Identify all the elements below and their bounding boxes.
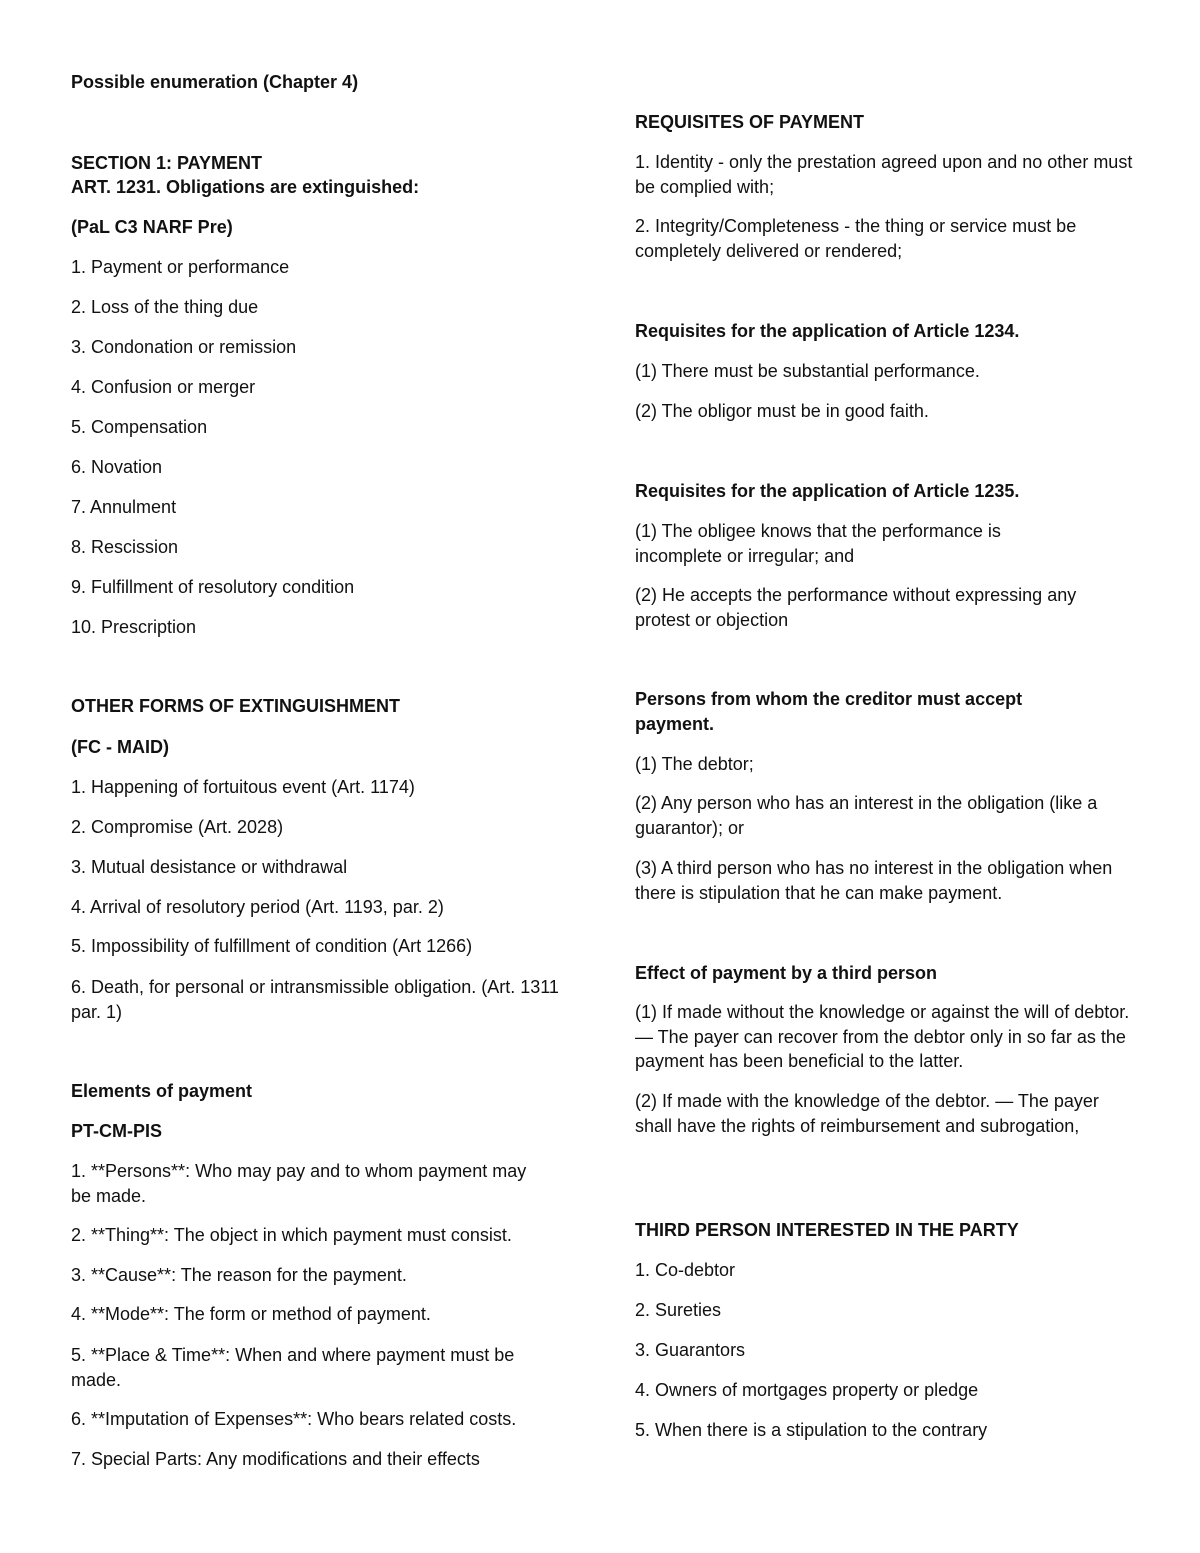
list-item: 5. **Place & Time**: When and where payment must be made. — [71, 1345, 515, 1390]
list-item: 1. **Persons**: Who may pay and to whom payment may be made. — [71, 1161, 527, 1206]
elements-mnemonic: PT-CM-PIS — [71, 1121, 163, 1141]
other-forms-heading: OTHER FORMS OF EXTINGUISHMENT — [71, 696, 401, 716]
list-item: 3. Condonation or remission — [71, 337, 297, 357]
list-item: 2. Sureties — [635, 1300, 722, 1320]
list-item: 4. Arrival of resolutory period (Art. 1193, par. 2) — [71, 897, 444, 917]
document-title: Possible enumeration (Chapter 4) — [71, 72, 359, 92]
list-item: (2) Any person who has an interest in the obligation (like a guarantor); or — [635, 793, 1098, 838]
list-item: 6. Death, for personal or intransmissible obligation. (Art. 1311 par. 1) — [71, 977, 559, 1022]
list-item: (2) He accepts the performance without expressing any protest or objection — [635, 585, 1077, 630]
list-item: 9. Fulfillment of resolutory condition — [71, 577, 355, 597]
list-item: 2. Integrity/Completeness - the thing or service must be completely delivered or rendered; — [635, 216, 1077, 261]
elements-heading: Elements of payment — [71, 1081, 253, 1101]
persons-heading: Persons from whom the creditor must accept payment. — [635, 689, 1023, 734]
list-item: 6. Novation — [71, 457, 163, 477]
list-item: 3. **Cause**: The reason for the payment. — [71, 1265, 407, 1285]
list-item: 4. **Mode**: The form or method of payment. — [71, 1304, 431, 1324]
list-item: (1) There must be substantial performance. — [635, 361, 980, 381]
third-person-heading: THIRD PERSON INTERESTED IN THE PARTY — [635, 1220, 1019, 1240]
list-item: 2. Loss of the thing due — [71, 297, 259, 317]
list-item: (3) A third person who has no interest in the obligation when there is stipulation that he can make payment. — [635, 858, 1113, 903]
list-item: (1) If made without the knowledge or against the will of debtor. — The payer can recover from the debtor only in so far as the payment has been beneficial to the latter. — [635, 1002, 1130, 1071]
section1-heading: SECTION 1: PAYMENT — [71, 153, 263, 173]
list-item: 5. When there is a stipulation to the contrary — [635, 1420, 988, 1440]
list-item: 1. Identity - only the prestation agreed upon and no other must be complied with; — [635, 152, 1133, 197]
list-item: 8. Rescission — [71, 537, 179, 557]
list-item: 3. Guarantors — [635, 1340, 746, 1360]
list-item: 2. Compromise (Art. 2028) — [71, 817, 284, 837]
list-item: 6. **Imputation of Expenses**: Who bears related costs. — [71, 1409, 517, 1429]
list-item: 1. Co-debtor — [635, 1260, 736, 1280]
list-item: 5. Compensation — [71, 417, 208, 437]
list-item: 1. Payment or performance — [71, 257, 290, 277]
other-forms-mnemonic: (FC - MAID) — [71, 737, 169, 757]
effect-heading: Effect of payment by a third person — [635, 963, 938, 983]
list-item: 5. Impossibility of fulfillment of condition (Art 1266) — [71, 936, 473, 956]
list-item: (1) The obligee knows that the performance is incomplete or irregular; and — [635, 521, 1001, 566]
list-item: 4. Confusion or merger — [71, 377, 256, 397]
requisites-heading: REQUISITES OF PAYMENT — [635, 112, 865, 132]
list-item: (2) The obligor must be in good faith. — [635, 401, 929, 421]
list-item: 3. Mutual desistance or withdrawal — [71, 857, 348, 877]
art-1235-heading: Requisites for the application of Article 1235. — [635, 481, 1020, 501]
list-item: 2. **Thing**: The object in which payment must consist. — [71, 1225, 512, 1245]
article-1231-heading: ART. 1231. Obligations are extinguished: — [71, 177, 420, 197]
list-item: 7. Special Parts: Any modifications and their effects — [71, 1449, 480, 1469]
list-item: 4. Owners of mortgages property or pledge — [635, 1380, 979, 1400]
list-item: 1. Happening of fortuitous event (Art. 1174) — [71, 777, 415, 797]
list-item: (2) If made with the knowledge of the debtor. — The payer shall have the rights of reimbursement and subrogation, — [635, 1091, 1099, 1136]
list-item: (1) The debtor; — [635, 754, 754, 774]
art-1234-heading: Requisites for the application of Article 1234. — [635, 321, 1020, 341]
section1-mnemonic: (PaL C3 NARF Pre) — [71, 217, 233, 237]
list-item: 10. Prescription — [71, 617, 197, 637]
list-item: 7. Annulment — [71, 497, 177, 517]
